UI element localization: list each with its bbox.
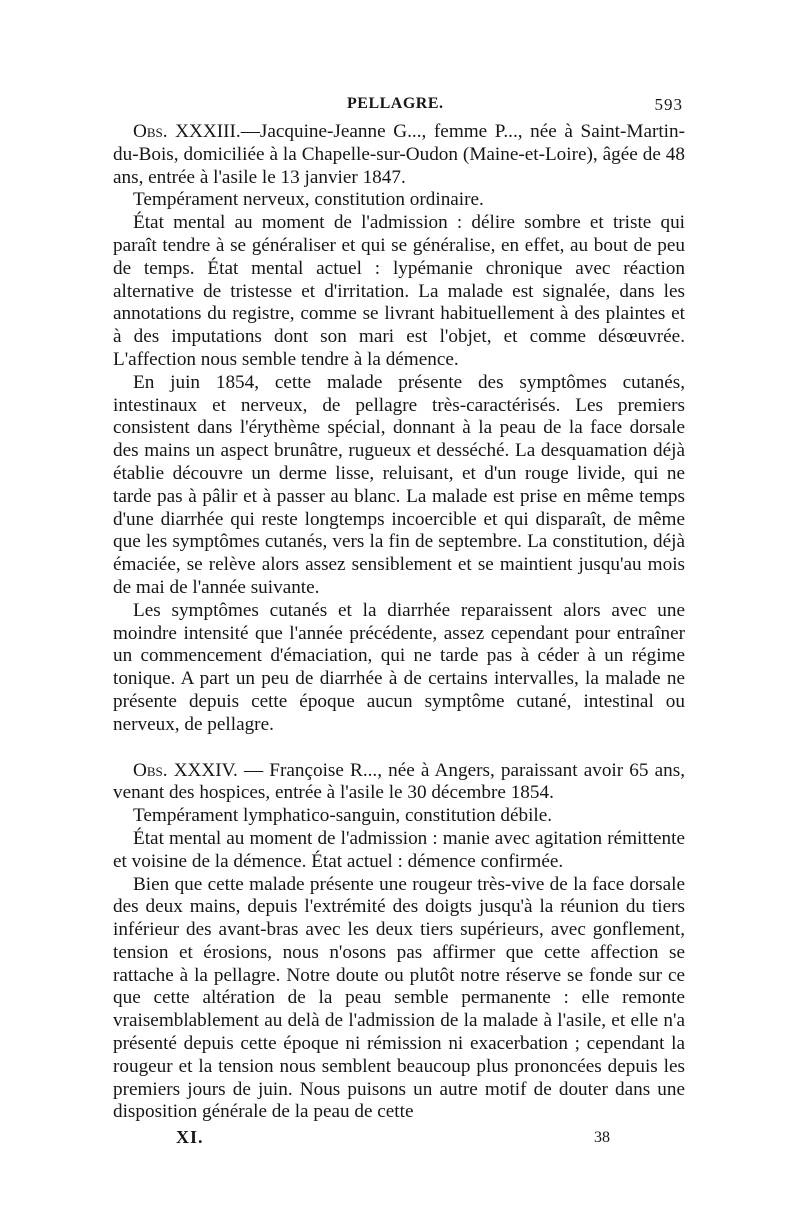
obs-33-symptoms-1854: En juin 1854, cette malade présente des symptômes cutanés, intestinaux et nerveux, de pellagre très-caractérisés. Les premiers consistent dans l'érythème spécial, donnant à la peau de la face dorsale des mains un aspect brunâtre, rugueux et desséché. La desquamation déjà établie découvre un derme lisse, reluisant, et d'un rouge livide, qui ne tarde pas à pâlir et à passer au blanc. La malade est prise en même temps d'une diarrhée qui reste longtemps incoercible et qui disparaît, de même que les symptômes cutanés, vers la fin de septembre. La constitution, déjà émaciée, se relève alors assez sensiblement et se maintient jusqu'au mois de mai de l'année suivante. (113, 371, 685, 598)
obs-33-intro-text: —Jacquine-Jeanne G..., femme P..., née à Saint-Martin-du-Bois, domiciliée à la Chapelle-sur-Oudon (Maine-et-Loire), âgée de 48 ans, entrée à l'asile le 13 janvier 1847. (113, 121, 685, 188)
obs-33-temperament: Tempérament nerveux, constitution ordinaire. (133, 189, 484, 211)
obs-34-temperament: Tempérament lymphatico-sanguin, constitution débile. (133, 805, 553, 827)
obs-33-intro (113, 121, 685, 189)
obs-33-label: Obs. XXXIII. (133, 121, 241, 142)
obs-34-label: Obs. XXXIV. (133, 759, 238, 781)
page-number: 593 (654, 95, 683, 114)
sheet-number: 38 (594, 1129, 610, 1146)
obs-34-intro-text: — Françoise R..., née à Angers, paraissant avoir 65 ans, venant des hospices, entrée à l'asile le 30 décembre 1854. (113, 759, 685, 804)
book-page (113, 95, 685, 1124)
obs-34-mental-state: État mental au moment de l'admission : manie avec agitation rémittente et voisine de la démence. État actuel : démence confirmée. (113, 827, 685, 872)
page-footer (176, 1127, 610, 1153)
obs-34-skin-discussion: Bien que cette malade présente une rougeur très-vive de la face dorsale des deux mains, depuis l'extrémité des doigts jusqu'à la réunion du tiers inférieur des avant-bras avec les deux tiers supérieurs, avec gonflement, tension et érosions, nous n'osons pas affirmer que cette affection se rattache à la pellagre. Notre doute ou plutôt notre réserve se fonde sur ce que cette altération de la peau semble permanente : elle remonte vraisemblablement au delà de l'admission de la malade à l'asile, et elle n'a présenté depuis cette époque ni rémission ni exacerbation ; cependant la rougeur et la tension nous semblent beaucoup plus prononcées depuis les premiers jours de juin. Nous puisons un autre motif de douter dans une disposition générale de la peau de cette (113, 873, 685, 1123)
running-header (113, 95, 685, 121)
obs-33-mental-state: État mental au moment de l'admission : délire sombre et triste qui paraît tendre à se généraliser et qui se généralise, en effet, au bout de peu de temps. État mental actuel : lypémanie chronique avec réaction alternative de tristesse et d'irritation. La malade est signalée, dans les annotations du registre, comme se livrant habituellement à des plaintes et à des imputations dont son mari est l'objet, et comme désœuvrée. L'affection nous semble tendre à la démence. (113, 212, 685, 370)
obs-33-recurrence: Les symptômes cutanés et la diarrhée reparaissent alors avec une moindre intensité que l'année précédente, assez cependant pour entraîner un commencement d'émaciation, qui ne tarde pas à céder à un régime tonique. A part un peu de diarrhée à de certains intervalles, la malade ne présente depuis cette époque aucun symptôme cutané, intestinal ou nerveux, de pellagre. (113, 599, 685, 735)
running-title: PELLAGRE. (347, 95, 444, 112)
obs-34-intro (113, 760, 685, 806)
body-text (113, 121, 685, 1124)
observation-separator (113, 737, 685, 760)
signature-mark: XI. (176, 1127, 204, 1147)
